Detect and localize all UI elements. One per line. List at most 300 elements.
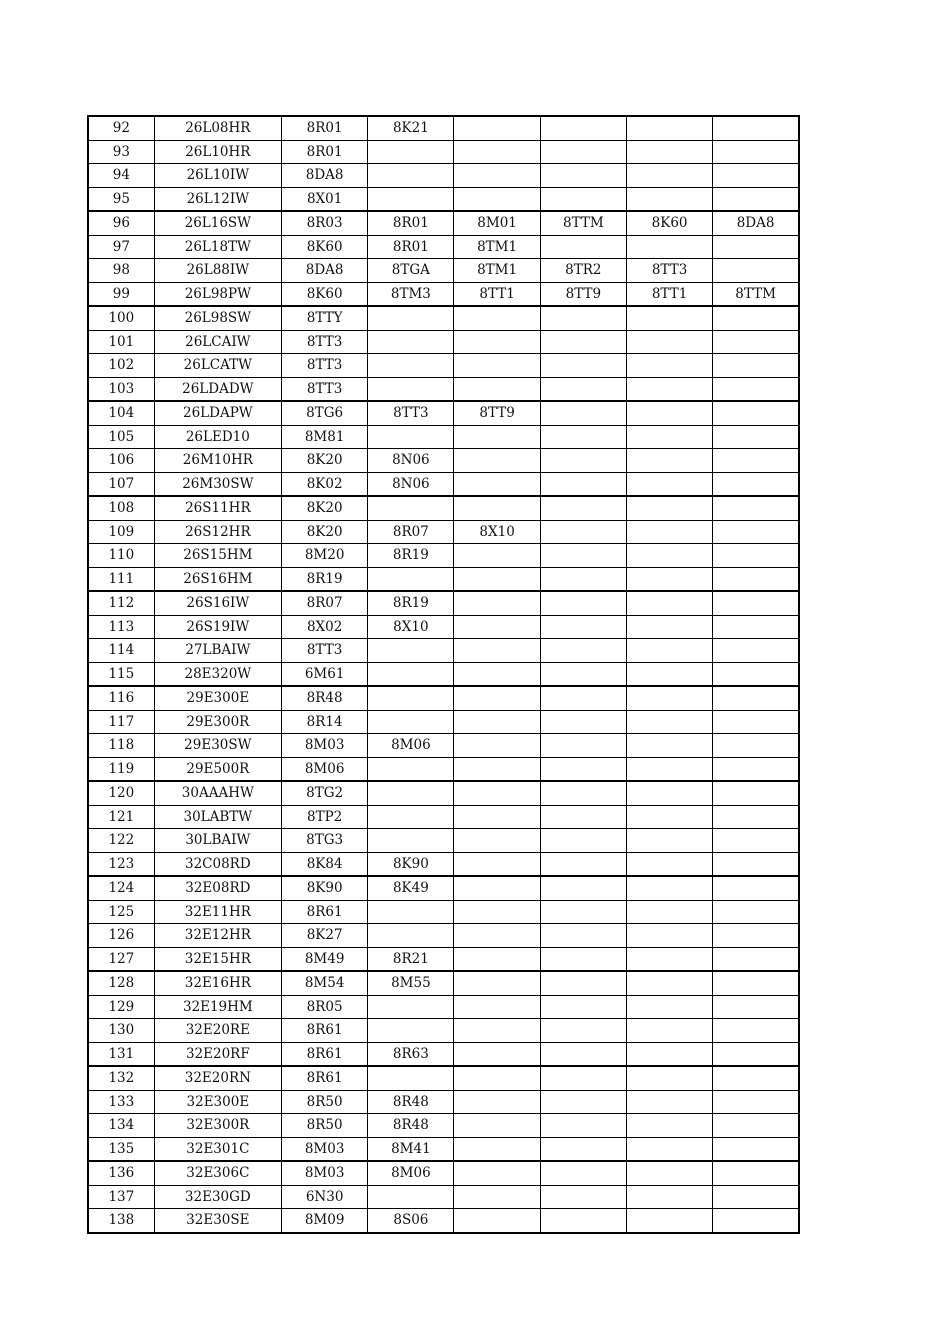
model-code-cell: 26S19IW bbox=[154, 615, 281, 639]
row-number-cell: 125 bbox=[88, 900, 154, 924]
model-code-cell: 32E15HR bbox=[154, 947, 281, 971]
code-cell-3 bbox=[454, 544, 540, 568]
model-code-cell: 26L08HR bbox=[154, 116, 281, 140]
code-cell-2: 8S06 bbox=[368, 1209, 454, 1233]
code-cell-5 bbox=[626, 1161, 712, 1185]
code-cell-5 bbox=[626, 900, 712, 924]
code-cell-3: 8X10 bbox=[454, 520, 540, 544]
table-row bbox=[88, 1066, 799, 1090]
model-code-cell: 30AAAHW bbox=[154, 781, 281, 805]
code-cell-1: 8M54 bbox=[282, 971, 368, 995]
code-cell-4 bbox=[540, 306, 626, 330]
code-cell-4 bbox=[540, 781, 626, 805]
code-cell-2 bbox=[368, 425, 454, 449]
code-cell-5 bbox=[626, 1137, 712, 1161]
code-cell-2: 8R19 bbox=[368, 591, 454, 615]
code-cell-3 bbox=[454, 615, 540, 639]
code-cell-4 bbox=[540, 449, 626, 473]
table-body bbox=[88, 116, 799, 1233]
code-cell-5 bbox=[626, 1114, 712, 1138]
model-code-cell: 26S12HR bbox=[154, 520, 281, 544]
table-row bbox=[88, 282, 799, 306]
code-cell-1: 8R01 bbox=[282, 116, 368, 140]
model-code-cell: 29E300R bbox=[154, 710, 281, 734]
table-row bbox=[88, 829, 799, 853]
code-cell-3 bbox=[454, 971, 540, 995]
code-cell-1: 8R48 bbox=[282, 686, 368, 710]
code-cell-1: 8M06 bbox=[282, 757, 368, 781]
code-cell-6 bbox=[713, 1066, 799, 1090]
code-cell-2 bbox=[368, 1019, 454, 1043]
code-cell-6 bbox=[713, 1209, 799, 1233]
code-cell-1: 8TTY bbox=[282, 306, 368, 330]
code-cell-4 bbox=[540, 330, 626, 354]
code-cell-2 bbox=[368, 757, 454, 781]
code-cell-3 bbox=[454, 662, 540, 686]
code-cell-3 bbox=[454, 377, 540, 401]
table-row bbox=[88, 1161, 799, 1185]
row-number-cell: 119 bbox=[88, 757, 154, 781]
code-cell-3: 8TM1 bbox=[454, 235, 540, 259]
code-cell-3 bbox=[454, 686, 540, 710]
code-cell-4 bbox=[540, 710, 626, 734]
code-cell-6 bbox=[713, 662, 799, 686]
code-cell-1: 8X02 bbox=[282, 615, 368, 639]
code-cell-5 bbox=[626, 995, 712, 1019]
code-cell-3 bbox=[454, 164, 540, 188]
code-cell-3 bbox=[454, 781, 540, 805]
table-row bbox=[88, 757, 799, 781]
model-code-cell: 32E12HR bbox=[154, 924, 281, 948]
row-number-cell: 94 bbox=[88, 164, 154, 188]
code-cell-6 bbox=[713, 306, 799, 330]
code-cell-5 bbox=[626, 377, 712, 401]
model-code-cell: 26L10HR bbox=[154, 140, 281, 164]
code-cell-4 bbox=[540, 140, 626, 164]
table-row bbox=[88, 900, 799, 924]
code-cell-1: 8TG6 bbox=[282, 401, 368, 425]
code-cell-3 bbox=[454, 805, 540, 829]
code-cell-1: 8R61 bbox=[282, 1042, 368, 1066]
code-cell-5 bbox=[626, 567, 712, 591]
code-cell-1: 8K60 bbox=[282, 282, 368, 306]
model-code-cell: 32E16HR bbox=[154, 971, 281, 995]
row-number-cell: 96 bbox=[88, 211, 154, 235]
code-cell-1: 8M20 bbox=[282, 544, 368, 568]
code-cell-1: 8M81 bbox=[282, 425, 368, 449]
model-code-cell: 26L88IW bbox=[154, 259, 281, 283]
row-number-cell: 128 bbox=[88, 971, 154, 995]
table-row bbox=[88, 1042, 799, 1066]
code-cell-2: 8R48 bbox=[368, 1090, 454, 1114]
code-cell-2: 8R19 bbox=[368, 544, 454, 568]
code-cell-1: 8R61 bbox=[282, 900, 368, 924]
code-cell-1: 8M03 bbox=[282, 1161, 368, 1185]
code-cell-4 bbox=[540, 1185, 626, 1209]
code-cell-4 bbox=[540, 1090, 626, 1114]
code-cell-4 bbox=[540, 520, 626, 544]
code-cell-6 bbox=[713, 710, 799, 734]
table-row bbox=[88, 1114, 799, 1138]
row-number-cell: 122 bbox=[88, 829, 154, 853]
code-cell-3 bbox=[454, 1042, 540, 1066]
model-code-cell: 32E11HR bbox=[154, 900, 281, 924]
code-cell-2: 8M06 bbox=[368, 1161, 454, 1185]
code-cell-3 bbox=[454, 140, 540, 164]
row-number-cell: 129 bbox=[88, 995, 154, 1019]
model-code-cell: 32E20RF bbox=[154, 1042, 281, 1066]
row-number-cell: 127 bbox=[88, 947, 154, 971]
code-cell-4 bbox=[540, 1209, 626, 1233]
code-cell-2 bbox=[368, 1185, 454, 1209]
code-cell-5 bbox=[626, 971, 712, 995]
code-cell-1: 8R61 bbox=[282, 1066, 368, 1090]
code-cell-5 bbox=[626, 639, 712, 663]
model-code-cell: 26LDAPW bbox=[154, 401, 281, 425]
code-cell-6 bbox=[713, 1161, 799, 1185]
code-cell-5 bbox=[626, 1066, 712, 1090]
code-cell-1: 8R14 bbox=[282, 710, 368, 734]
model-code-cell: 26L10IW bbox=[154, 164, 281, 188]
code-cell-6 bbox=[713, 472, 799, 496]
code-cell-3 bbox=[454, 1114, 540, 1138]
code-cell-3 bbox=[454, 116, 540, 140]
code-cell-1: 8M03 bbox=[282, 734, 368, 758]
code-cell-6 bbox=[713, 1137, 799, 1161]
code-cell-3: 8TT9 bbox=[454, 401, 540, 425]
code-cell-4 bbox=[540, 567, 626, 591]
model-code-cell: 26S11HR bbox=[154, 496, 281, 520]
model-code-cell: 30LABTW bbox=[154, 805, 281, 829]
code-cell-1: 8K20 bbox=[282, 520, 368, 544]
code-cell-5 bbox=[626, 1090, 712, 1114]
code-cell-5 bbox=[626, 781, 712, 805]
code-cell-5 bbox=[626, 710, 712, 734]
code-cell-6 bbox=[713, 140, 799, 164]
table-row bbox=[88, 306, 799, 330]
code-cell-1: 8K90 bbox=[282, 876, 368, 900]
code-cell-3 bbox=[454, 306, 540, 330]
table-row bbox=[88, 1137, 799, 1161]
code-cell-4 bbox=[540, 615, 626, 639]
code-cell-5 bbox=[626, 829, 712, 853]
code-cell-4 bbox=[540, 472, 626, 496]
table-row bbox=[88, 686, 799, 710]
model-code-cell: 26L16SW bbox=[154, 211, 281, 235]
code-cell-6 bbox=[713, 401, 799, 425]
code-cell-1: 8TG2 bbox=[282, 781, 368, 805]
code-cell-2 bbox=[368, 306, 454, 330]
row-number-cell: 132 bbox=[88, 1066, 154, 1090]
code-cell-4 bbox=[540, 995, 626, 1019]
table-row bbox=[88, 805, 799, 829]
code-cell-2 bbox=[368, 377, 454, 401]
code-cell-5: 8TT1 bbox=[626, 282, 712, 306]
code-cell-3 bbox=[454, 567, 540, 591]
code-cell-6 bbox=[713, 330, 799, 354]
code-cell-3 bbox=[454, 829, 540, 853]
code-cell-3: 8M01 bbox=[454, 211, 540, 235]
row-number-cell: 99 bbox=[88, 282, 154, 306]
code-cell-1: 8K84 bbox=[282, 852, 368, 876]
code-cell-1: 6N30 bbox=[282, 1185, 368, 1209]
code-cell-6 bbox=[713, 567, 799, 591]
code-cell-6: 8DA8 bbox=[713, 211, 799, 235]
code-cell-2 bbox=[368, 924, 454, 948]
code-cell-2 bbox=[368, 639, 454, 663]
code-cell-5 bbox=[626, 662, 712, 686]
code-cell-4 bbox=[540, 235, 626, 259]
table-row bbox=[88, 947, 799, 971]
model-code-cell: 26LCATW bbox=[154, 354, 281, 378]
code-cell-2: 8X10 bbox=[368, 615, 454, 639]
code-cell-6: 8TTM bbox=[713, 282, 799, 306]
code-cell-5 bbox=[626, 354, 712, 378]
code-cell-6 bbox=[713, 164, 799, 188]
code-cell-1: 8K02 bbox=[282, 472, 368, 496]
table-row bbox=[88, 259, 799, 283]
table-row bbox=[88, 662, 799, 686]
code-cell-2 bbox=[368, 829, 454, 853]
code-cell-6 bbox=[713, 1185, 799, 1209]
table-row bbox=[88, 781, 799, 805]
code-cell-4 bbox=[540, 805, 626, 829]
code-cell-6 bbox=[713, 971, 799, 995]
code-cell-5 bbox=[626, 235, 712, 259]
code-cell-1: 8K27 bbox=[282, 924, 368, 948]
code-cell-3 bbox=[454, 1019, 540, 1043]
table-row bbox=[88, 116, 799, 140]
code-cell-4 bbox=[540, 971, 626, 995]
code-cell-5 bbox=[626, 1209, 712, 1233]
code-cell-6 bbox=[713, 947, 799, 971]
code-cell-1: 8TP2 bbox=[282, 805, 368, 829]
code-cell-1: 8R50 bbox=[282, 1114, 368, 1138]
row-number-cell: 93 bbox=[88, 140, 154, 164]
model-code-cell: 29E500R bbox=[154, 757, 281, 781]
code-cell-4 bbox=[540, 662, 626, 686]
row-number-cell: 113 bbox=[88, 615, 154, 639]
spreadsheet-page bbox=[87, 115, 800, 1234]
code-cell-6 bbox=[713, 116, 799, 140]
code-cell-6 bbox=[713, 1019, 799, 1043]
code-cell-4 bbox=[540, 852, 626, 876]
code-cell-4 bbox=[540, 1114, 626, 1138]
code-cell-1: 8TT3 bbox=[282, 639, 368, 663]
row-number-cell: 120 bbox=[88, 781, 154, 805]
code-cell-6 bbox=[713, 1042, 799, 1066]
model-code-cell: 32E300R bbox=[154, 1114, 281, 1138]
row-number-cell: 116 bbox=[88, 686, 154, 710]
code-cell-3 bbox=[454, 947, 540, 971]
table-row bbox=[88, 377, 799, 401]
table-row bbox=[88, 639, 799, 663]
row-number-cell: 131 bbox=[88, 1042, 154, 1066]
table-row bbox=[88, 924, 799, 948]
table-row bbox=[88, 235, 799, 259]
table-row bbox=[88, 615, 799, 639]
model-code-cell: 29E300E bbox=[154, 686, 281, 710]
code-cell-3 bbox=[454, 496, 540, 520]
code-cell-1: 8K20 bbox=[282, 449, 368, 473]
code-cell-2 bbox=[368, 1066, 454, 1090]
model-code-cell: 32E19HM bbox=[154, 995, 281, 1019]
row-number-cell: 138 bbox=[88, 1209, 154, 1233]
code-cell-4: 8TR2 bbox=[540, 259, 626, 283]
code-cell-6 bbox=[713, 757, 799, 781]
model-code-cell: 32E306C bbox=[154, 1161, 281, 1185]
code-cell-3 bbox=[454, 1161, 540, 1185]
code-cell-3 bbox=[454, 757, 540, 781]
code-cell-6 bbox=[713, 686, 799, 710]
model-code-cell: 26S16HM bbox=[154, 567, 281, 591]
code-cell-4 bbox=[540, 116, 626, 140]
code-cell-1: 8DA8 bbox=[282, 164, 368, 188]
code-cell-1: 8M09 bbox=[282, 1209, 368, 1233]
row-number-cell: 124 bbox=[88, 876, 154, 900]
code-cell-3 bbox=[454, 425, 540, 449]
code-cell-5 bbox=[626, 140, 712, 164]
code-cell-1: 8R01 bbox=[282, 140, 368, 164]
code-cell-6 bbox=[713, 544, 799, 568]
code-cell-4 bbox=[540, 639, 626, 663]
code-cell-2 bbox=[368, 496, 454, 520]
code-cell-6 bbox=[713, 520, 799, 544]
code-cell-4 bbox=[540, 377, 626, 401]
model-code-cell: 26LDADW bbox=[154, 377, 281, 401]
code-cell-2: 8R01 bbox=[368, 211, 454, 235]
code-cell-6 bbox=[713, 449, 799, 473]
code-cell-2: 8M55 bbox=[368, 971, 454, 995]
code-cell-4 bbox=[540, 425, 626, 449]
code-cell-2 bbox=[368, 686, 454, 710]
code-cell-4 bbox=[540, 1066, 626, 1090]
code-cell-2 bbox=[368, 710, 454, 734]
code-cell-1: 8K20 bbox=[282, 496, 368, 520]
row-number-cell: 108 bbox=[88, 496, 154, 520]
code-cell-5 bbox=[626, 544, 712, 568]
row-number-cell: 134 bbox=[88, 1114, 154, 1138]
row-number-cell: 133 bbox=[88, 1090, 154, 1114]
table-row bbox=[88, 449, 799, 473]
code-cell-5: 8K60 bbox=[626, 211, 712, 235]
code-cell-6 bbox=[713, 591, 799, 615]
code-cell-2: 8M41 bbox=[368, 1137, 454, 1161]
table-row bbox=[88, 496, 799, 520]
code-cell-5 bbox=[626, 1042, 712, 1066]
code-cell-2: 8K90 bbox=[368, 852, 454, 876]
code-cell-4 bbox=[540, 686, 626, 710]
code-cell-5 bbox=[626, 924, 712, 948]
code-cell-6 bbox=[713, 805, 799, 829]
row-number-cell: 114 bbox=[88, 639, 154, 663]
code-cell-3 bbox=[454, 1137, 540, 1161]
code-cell-5 bbox=[626, 116, 712, 140]
code-cell-6 bbox=[713, 829, 799, 853]
code-cell-3 bbox=[454, 330, 540, 354]
model-code-cell: 27LBAIW bbox=[154, 639, 281, 663]
code-cell-6 bbox=[713, 924, 799, 948]
row-number-cell: 101 bbox=[88, 330, 154, 354]
code-cell-3: 8TT1 bbox=[454, 282, 540, 306]
code-cell-4 bbox=[540, 164, 626, 188]
code-cell-2: 8TM3 bbox=[368, 282, 454, 306]
code-cell-5 bbox=[626, 425, 712, 449]
code-cell-1: 8R61 bbox=[282, 1019, 368, 1043]
code-cell-5 bbox=[626, 496, 712, 520]
table-row bbox=[88, 164, 799, 188]
code-cell-4 bbox=[540, 591, 626, 615]
code-cell-5 bbox=[626, 876, 712, 900]
row-number-cell: 92 bbox=[88, 116, 154, 140]
code-cell-5: 8TT3 bbox=[626, 259, 712, 283]
code-cell-5 bbox=[626, 306, 712, 330]
code-cell-4 bbox=[540, 1042, 626, 1066]
code-cell-3 bbox=[454, 354, 540, 378]
table-row bbox=[88, 852, 799, 876]
code-cell-4 bbox=[540, 1161, 626, 1185]
code-cell-4: 8TT9 bbox=[540, 282, 626, 306]
code-cell-4 bbox=[540, 734, 626, 758]
code-cell-6 bbox=[713, 259, 799, 283]
code-cell-6 bbox=[713, 496, 799, 520]
code-cell-5 bbox=[626, 164, 712, 188]
row-number-cell: 105 bbox=[88, 425, 154, 449]
code-cell-2: 8R07 bbox=[368, 520, 454, 544]
table-row bbox=[88, 710, 799, 734]
table-row bbox=[88, 140, 799, 164]
code-cell-2: 8TT3 bbox=[368, 401, 454, 425]
row-number-cell: 115 bbox=[88, 662, 154, 686]
code-cell-2: 8R01 bbox=[368, 235, 454, 259]
model-code-cell: 26L18TW bbox=[154, 235, 281, 259]
code-cell-2: 8N06 bbox=[368, 449, 454, 473]
model-code-cell: 26LCAIW bbox=[154, 330, 281, 354]
row-number-cell: 111 bbox=[88, 567, 154, 591]
code-cell-6 bbox=[713, 354, 799, 378]
code-cell-4 bbox=[540, 924, 626, 948]
code-cell-6 bbox=[713, 734, 799, 758]
row-number-cell: 117 bbox=[88, 710, 154, 734]
row-number-cell: 103 bbox=[88, 377, 154, 401]
code-cell-3 bbox=[454, 734, 540, 758]
code-cell-6 bbox=[713, 187, 799, 211]
row-number-cell: 130 bbox=[88, 1019, 154, 1043]
model-code-cell: 32E20RE bbox=[154, 1019, 281, 1043]
code-cell-4 bbox=[540, 187, 626, 211]
code-cell-2 bbox=[368, 900, 454, 924]
table-row bbox=[88, 995, 799, 1019]
code-cell-1: 8R07 bbox=[282, 591, 368, 615]
code-cell-2: 8R63 bbox=[368, 1042, 454, 1066]
code-cell-3 bbox=[454, 1066, 540, 1090]
table-row bbox=[88, 544, 799, 568]
code-cell-5 bbox=[626, 805, 712, 829]
row-number-cell: 123 bbox=[88, 852, 154, 876]
row-number-cell: 102 bbox=[88, 354, 154, 378]
row-number-cell: 98 bbox=[88, 259, 154, 283]
model-code-cell: 29E30SW bbox=[154, 734, 281, 758]
code-cell-4 bbox=[540, 496, 626, 520]
table-row bbox=[88, 520, 799, 544]
code-cell-3 bbox=[454, 995, 540, 1019]
code-cell-4 bbox=[540, 757, 626, 781]
code-cell-5 bbox=[626, 449, 712, 473]
table-row bbox=[88, 1090, 799, 1114]
table-row bbox=[88, 567, 799, 591]
table-row bbox=[88, 211, 799, 235]
model-code-cell: 32E30GD bbox=[154, 1185, 281, 1209]
